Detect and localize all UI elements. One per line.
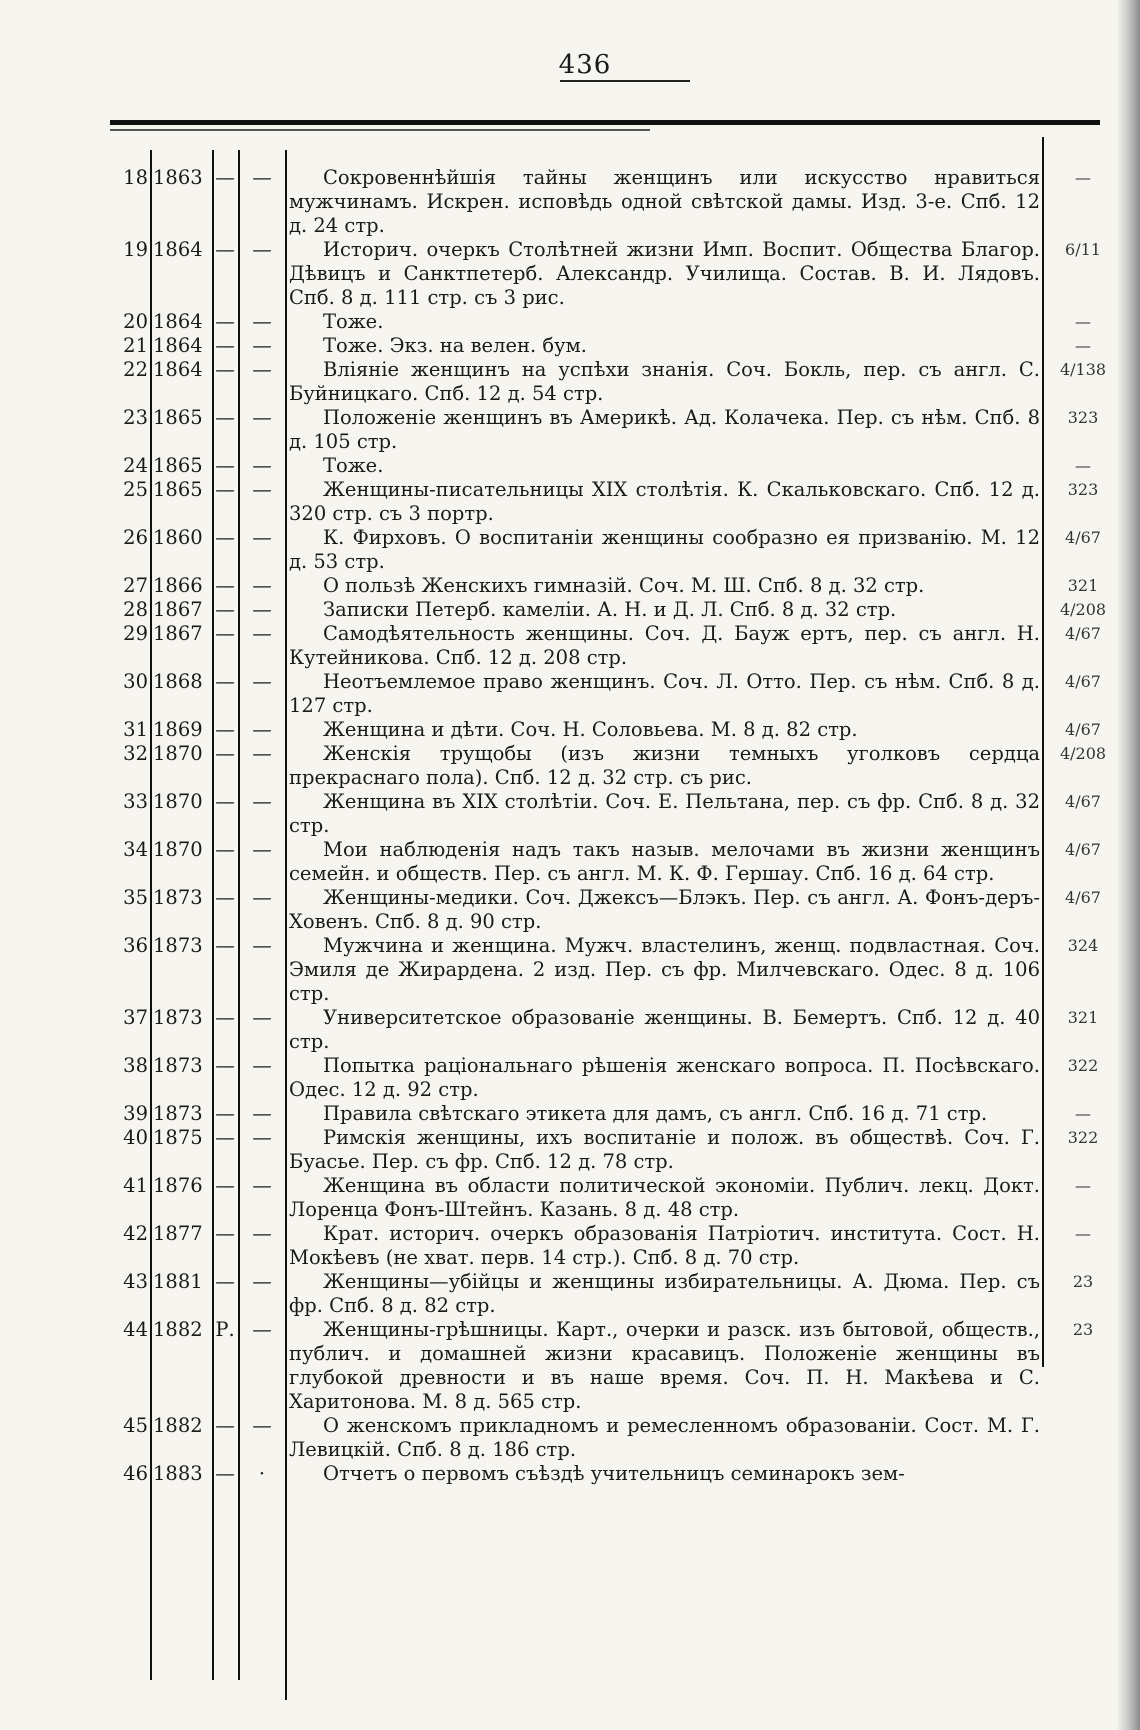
catalog-entry bbox=[0, 1222, 1140, 1270]
entry-price: 4/67 bbox=[1065, 792, 1101, 811]
catalog-entry bbox=[0, 1006, 1140, 1054]
entry-mark-2: — bbox=[252, 598, 272, 621]
entry-title: Женщина въ области политической экономіи. Публич. лекц. Докт. Лоренца Фонъ-Штейнъ. Казань. 8 д. 48 стр. bbox=[289, 1174, 1040, 1221]
catalog-entry bbox=[0, 238, 1140, 310]
entry-number: 26 bbox=[123, 526, 148, 549]
entry-year: 1869 bbox=[153, 718, 203, 741]
entry-mark-2: — bbox=[252, 1270, 272, 1293]
catalog-entry bbox=[0, 670, 1140, 718]
entry-year: 1867 bbox=[153, 598, 203, 621]
entry-number: 21 bbox=[123, 334, 148, 357]
entry-year: 1870 bbox=[153, 742, 203, 765]
entry-mark-2: — bbox=[252, 1006, 272, 1029]
entry-year: 1875 bbox=[153, 1126, 203, 1149]
entry-price: 4/208 bbox=[1059, 600, 1107, 619]
entry-title: Положеніе женщинъ въ Америкѣ. Ад. Колачека. Пер. съ нѣм. Спб. 8 д. 105 стр. bbox=[289, 406, 1040, 453]
entry-title: Правила свѣтскаго этикета для дамъ, съ англ. Спб. 16 д. 71 стр. bbox=[323, 1102, 988, 1125]
entry-title: Тоже. bbox=[323, 310, 384, 333]
entry-mark-1: — bbox=[215, 1054, 235, 1077]
entry-title: Тоже. Экз. на велен. бум. bbox=[323, 334, 588, 357]
entry-mark-1: — bbox=[215, 838, 235, 861]
entry-number: 19 bbox=[123, 238, 148, 261]
entry-year: 1864 bbox=[153, 310, 203, 333]
entry-number: 43 bbox=[123, 1270, 148, 1293]
catalog-entry bbox=[0, 1126, 1140, 1174]
entry-title: Историч. очеркъ Столѣтней жизни Имп. Воспит. Общества Благор. Дѣвицъ и Санктпетерб. Александр. Училища. Состав. В. И. Лядовъ. Спб. 8 д. 111 стр. съ 3 рис. bbox=[289, 238, 1040, 309]
entry-number: 40 bbox=[123, 1126, 148, 1149]
entry-price: 323 bbox=[1067, 480, 1099, 499]
entry-year: 1881 bbox=[153, 1270, 203, 1293]
entry-mark-2: — bbox=[252, 1174, 272, 1197]
catalog-entry bbox=[0, 886, 1140, 934]
entry-year: 1868 bbox=[153, 670, 203, 693]
entry-price: 324 bbox=[1067, 936, 1099, 955]
entry-mark-1: — bbox=[215, 1174, 235, 1197]
entry-title: Женщины-медики. Соч. Джексъ—Блэкъ. Пер. съ англ. А. Фонъ-деръ-Ховенъ. Спб. 8 д. 90 стр. bbox=[289, 886, 1040, 933]
entry-title: Женщины—убійцы и женщины избирательницы. А. Дюма. Пер. съ фр. Спб. 8 д. 82 стр. bbox=[289, 1270, 1040, 1317]
entry-number: 32 bbox=[123, 742, 148, 765]
catalog-entry bbox=[0, 1054, 1140, 1102]
entry-year: 1870 bbox=[153, 790, 203, 813]
entry-mark-2: — bbox=[252, 526, 272, 549]
entry-year: 1873 bbox=[153, 886, 203, 909]
entry-number: 41 bbox=[123, 1174, 148, 1197]
entry-mark-2: · bbox=[258, 1462, 266, 1485]
entry-number: 46 bbox=[123, 1462, 148, 1485]
entry-mark-1: — bbox=[215, 790, 235, 813]
entry-year: 1865 bbox=[153, 406, 203, 429]
entry-year: 1876 bbox=[153, 1174, 203, 1197]
entry-mark-1: — bbox=[215, 310, 235, 333]
catalog-entry bbox=[0, 166, 1140, 238]
entry-mark-1: — bbox=[215, 1462, 235, 1485]
entry-title: Мужчина и женщина. Мужч. властелинъ, женщ. подвластная. Соч. Эмиля де Жирардена. 2 изд. Пер. съ фр. Милчевскаго. Одес. 8 д. 106 стр. bbox=[289, 934, 1040, 1005]
catalog-entry bbox=[0, 334, 1140, 358]
entry-number: 45 bbox=[123, 1414, 148, 1437]
entry-number: 39 bbox=[123, 1102, 148, 1125]
entry-price: 4/208 bbox=[1059, 744, 1107, 763]
entry-year: 1865 bbox=[153, 454, 203, 477]
entry-mark-2: — bbox=[252, 406, 272, 429]
entry-title: О пользѣ Женскихъ гимназій. Соч. М. Ш. Спб. 8 д. 32 стр. bbox=[323, 574, 925, 597]
entry-mark-1: — bbox=[215, 742, 235, 765]
entry-price: 321 bbox=[1067, 576, 1099, 595]
entry-number: 18 bbox=[123, 166, 148, 189]
entry-number: 36 bbox=[123, 934, 148, 957]
entry-title: Попытка раціональнаго рѣшенія женскаго вопроса. П. Посѣвскаго. Одес. 12 д. 92 стр. bbox=[289, 1054, 1040, 1101]
entry-price: 4/138 bbox=[1059, 360, 1107, 379]
entry-year: 1883 bbox=[153, 1462, 203, 1485]
entry-number: 22 bbox=[123, 358, 148, 381]
entry-price: — bbox=[1075, 336, 1091, 355]
entry-number: 34 bbox=[123, 838, 148, 861]
entry-mark-1: — bbox=[215, 406, 235, 429]
entry-title: Самодѣятельность женщины. Соч. Д. Бауж ертъ, пер. съ англ. Н. Кутейникова. Спб. 12 д. 208 стр. bbox=[289, 622, 1040, 669]
entry-mark-1: — bbox=[215, 358, 235, 381]
entry-title: Женщина и дѣти. Соч. Н. Соловьева. М. 8 д. 82 стр. bbox=[323, 718, 858, 741]
entry-year: 1863 bbox=[153, 166, 203, 189]
entry-mark-2: — bbox=[252, 1126, 272, 1149]
entry-mark-2: — bbox=[252, 1414, 272, 1437]
entry-number: 42 bbox=[123, 1222, 148, 1245]
catalog-entry bbox=[0, 718, 1140, 742]
entry-year: 1873 bbox=[153, 1006, 203, 1029]
entry-title: Женскія трущобы (изъ жизни темныхъ уголковъ сердца прекраснаго пола). Спб. 12 д. 32 стр. съ рис. bbox=[289, 742, 1040, 789]
entry-mark-2: — bbox=[252, 1318, 272, 1341]
entry-mark-1: — bbox=[215, 1006, 235, 1029]
entry-price: — bbox=[1075, 456, 1091, 475]
entry-price: 23 bbox=[1072, 1272, 1094, 1291]
entry-mark-1: — bbox=[215, 166, 235, 189]
entry-number: 33 bbox=[123, 790, 148, 813]
entry-mark-2: — bbox=[252, 478, 272, 501]
entry-year: 1877 bbox=[153, 1222, 203, 1245]
entry-mark-2: — bbox=[252, 742, 272, 765]
entry-year: 1864 bbox=[153, 238, 203, 261]
catalog-entry bbox=[0, 1102, 1140, 1126]
entry-year: 1882 bbox=[153, 1318, 203, 1341]
entry-mark-1: — bbox=[215, 238, 235, 261]
entry-price: — bbox=[1075, 1104, 1091, 1123]
entry-title: Сокровеннѣйшія тайны женщинъ или искусство нравиться мужчинамъ. Искрен. исповѣдь одной свѣтской дамы. Изд. 3-е. Спб. 12 д. 24 стр. bbox=[289, 166, 1040, 237]
entry-price: — bbox=[1075, 312, 1091, 331]
entry-mark-2: — bbox=[252, 334, 272, 357]
entry-number: 44 bbox=[123, 1318, 148, 1341]
page-number: 436 bbox=[558, 50, 612, 80]
entry-mark-2: — bbox=[252, 310, 272, 333]
entry-year: 1867 bbox=[153, 622, 203, 645]
entry-mark-2: — bbox=[252, 934, 272, 957]
entry-title: Записки Петерб. камеліи. А. Н. и Д. Л. Спб. 8 д. 32 стр. bbox=[323, 598, 897, 621]
catalog-entry bbox=[0, 1414, 1140, 1462]
entry-mark-2: — bbox=[252, 622, 272, 645]
catalog-entry bbox=[0, 310, 1140, 334]
entry-year: 1873 bbox=[153, 934, 203, 957]
page-number-underline bbox=[560, 80, 690, 82]
entry-title: Мои наблюденія надъ такъ назыв. мелочами въ жизни женщинъ семейн. и обществ. Пер. съ англ. М. К. Ф. Гершау. Спб. 16 д. 64 стр. bbox=[289, 838, 1040, 885]
entry-year: 1882 bbox=[153, 1414, 203, 1437]
entry-price: 4/67 bbox=[1065, 672, 1101, 691]
entry-price: — bbox=[1075, 168, 1091, 187]
entry-number: 35 bbox=[123, 886, 148, 909]
entry-price: — bbox=[1075, 1224, 1091, 1243]
catalog-entry bbox=[0, 574, 1140, 598]
entry-mark-1: Р. bbox=[215, 1318, 235, 1341]
entry-title: К. Фирховъ. О воспитаніи женщины сообразно ея призванію. М. 12 д. 53 стр. bbox=[289, 526, 1040, 573]
catalog-entry bbox=[0, 478, 1140, 526]
catalog-entry bbox=[0, 1270, 1140, 1318]
entry-mark-1: — bbox=[215, 1222, 235, 1245]
entry-mark-2: — bbox=[252, 1054, 272, 1077]
entry-mark-1: — bbox=[215, 574, 235, 597]
entry-mark-1: — bbox=[215, 478, 235, 501]
catalog-entry bbox=[0, 838, 1140, 886]
entry-number: 24 bbox=[123, 454, 148, 477]
catalog-entry bbox=[0, 526, 1140, 574]
catalog-entry bbox=[0, 598, 1140, 622]
entry-mark-2: — bbox=[252, 1222, 272, 1245]
entry-year: 1864 bbox=[153, 334, 203, 357]
entry-price: 6/11 bbox=[1065, 240, 1101, 259]
entry-title: Неотъемлемое право женщинъ. Соч. Л. Отто. Пер. съ нѣм. Спб. 8 д. 127 стр. bbox=[289, 670, 1040, 717]
entry-title: Женщины-грѣшницы. Карт., очерки и разск. изъ бытовой, обществ., публич. и домашней жизни красавицъ. Положеніе женщины въ глубокой древности и въ наше время. Соч. П. Н. Макѣева и С. Харитонова. М. 8 д. 565 стр. bbox=[289, 1318, 1040, 1413]
entry-number: 28 bbox=[123, 598, 148, 621]
entry-mark-1: — bbox=[215, 1414, 235, 1437]
catalog-entry bbox=[0, 358, 1140, 406]
header-rule-thin bbox=[110, 129, 650, 131]
entry-mark-1: — bbox=[215, 526, 235, 549]
entry-price: 4/67 bbox=[1065, 528, 1101, 547]
catalog-entry bbox=[0, 1462, 1140, 1486]
entry-title: Крат. историч. очеркъ образованія Патріотич. института. Сост. Н. Мокѣевъ (не хват. перв. 14 стр.). Спб. 8 д. 70 стр. bbox=[289, 1222, 1040, 1269]
entry-mark-1: — bbox=[215, 1126, 235, 1149]
catalog-entry bbox=[0, 406, 1140, 454]
entry-year: 1873 bbox=[153, 1054, 203, 1077]
entry-mark-2: — bbox=[252, 886, 272, 909]
entry-year: 1864 bbox=[153, 358, 203, 381]
entry-mark-2: — bbox=[252, 838, 272, 861]
entry-number: 20 bbox=[123, 310, 148, 333]
catalog-entry bbox=[0, 622, 1140, 670]
catalog-entries bbox=[0, 166, 1140, 1486]
entry-year: 1866 bbox=[153, 574, 203, 597]
entry-mark-1: — bbox=[215, 1270, 235, 1293]
entry-price: 4/67 bbox=[1065, 888, 1101, 907]
entry-price: 323 bbox=[1067, 408, 1099, 427]
entry-title: Римскія женщины, ихъ воспитаніе и полож. въ обществѣ. Соч. Г. Буасье. Пер. съ фр. Спб. 12 д. 78 стр. bbox=[289, 1126, 1040, 1173]
entry-mark-1: — bbox=[215, 454, 235, 477]
header-rule bbox=[110, 120, 1100, 125]
entry-number: 27 bbox=[123, 574, 148, 597]
entry-mark-2: — bbox=[252, 358, 272, 381]
entry-number: 29 bbox=[123, 622, 148, 645]
entry-price: 4/67 bbox=[1065, 840, 1101, 859]
catalog-entry bbox=[0, 742, 1140, 790]
entry-price: 322 bbox=[1067, 1128, 1099, 1147]
entry-title: О женскомъ прикладномъ и ремесленномъ образованіи. Сост. М. Г. Левицкій. Спб. 8 д. 186 стр. bbox=[289, 1414, 1040, 1461]
entry-price: — bbox=[1075, 1176, 1091, 1195]
entry-mark-1: — bbox=[215, 886, 235, 909]
entry-price: 322 bbox=[1067, 1056, 1099, 1075]
catalog-entry bbox=[0, 454, 1140, 478]
entry-mark-1: — bbox=[215, 1102, 235, 1125]
entry-mark-2: — bbox=[252, 238, 272, 261]
entry-title: Вліяніе женщинъ на успѣхи знанія. Соч. Бокль, пер. съ англ. С. Буйницкаго. Спб. 12 д. 54 стр. bbox=[289, 358, 1040, 405]
entry-mark-1: — bbox=[215, 334, 235, 357]
entry-title: Женщины-писательницы XIX столѣтія. К. Скальковскаго. Спб. 12 д. 320 стр. съ 3 портр. bbox=[289, 478, 1040, 525]
entry-year: 1865 bbox=[153, 478, 203, 501]
entry-year: 1873 bbox=[153, 1102, 203, 1125]
entry-year: 1870 bbox=[153, 838, 203, 861]
entry-price: 321 bbox=[1067, 1008, 1099, 1027]
entry-price: 4/67 bbox=[1065, 720, 1101, 739]
entry-mark-2: — bbox=[252, 718, 272, 741]
entry-year: 1860 bbox=[153, 526, 203, 549]
entry-number: 23 bbox=[123, 406, 148, 429]
entry-mark-2: — bbox=[252, 166, 272, 189]
entry-mark-2: — bbox=[252, 454, 272, 477]
entry-number: 25 bbox=[123, 478, 148, 501]
page-edge-shadow bbox=[1118, 0, 1140, 1730]
entry-price: 4/67 bbox=[1065, 624, 1101, 643]
entry-mark-1: — bbox=[215, 934, 235, 957]
entry-mark-1: — bbox=[215, 622, 235, 645]
entry-number: 37 bbox=[123, 1006, 148, 1029]
entry-price: 23 bbox=[1072, 1320, 1094, 1339]
entry-mark-2: — bbox=[252, 790, 272, 813]
entry-mark-1: — bbox=[215, 670, 235, 693]
catalog-entry bbox=[0, 934, 1140, 1006]
entry-mark-2: — bbox=[252, 1102, 272, 1125]
entry-number: 31 bbox=[123, 718, 148, 741]
entry-mark-2: — bbox=[252, 670, 272, 693]
entry-title: Тоже. bbox=[323, 454, 384, 477]
entry-title: Отчетъ о первомъ съѣздѣ учительницъ семинарокъ зем- bbox=[323, 1462, 905, 1485]
entry-mark-2: — bbox=[252, 574, 272, 597]
catalog-entry bbox=[0, 1174, 1140, 1222]
entry-mark-1: — bbox=[215, 718, 235, 741]
entry-title: Университетское образованіе женщины. В. Бемертъ. Спб. 12 д. 40 стр. bbox=[289, 1006, 1040, 1053]
entry-number: 38 bbox=[123, 1054, 148, 1077]
catalog-entry bbox=[0, 790, 1140, 838]
entry-mark-1: — bbox=[215, 598, 235, 621]
entry-title: Женщина въ XIX столѣтіи. Соч. Е. Пельтана, пер. съ фр. Спб. 8 д. 32 стр. bbox=[289, 790, 1040, 837]
catalog-entry bbox=[0, 1318, 1140, 1414]
entry-number: 30 bbox=[123, 670, 148, 693]
